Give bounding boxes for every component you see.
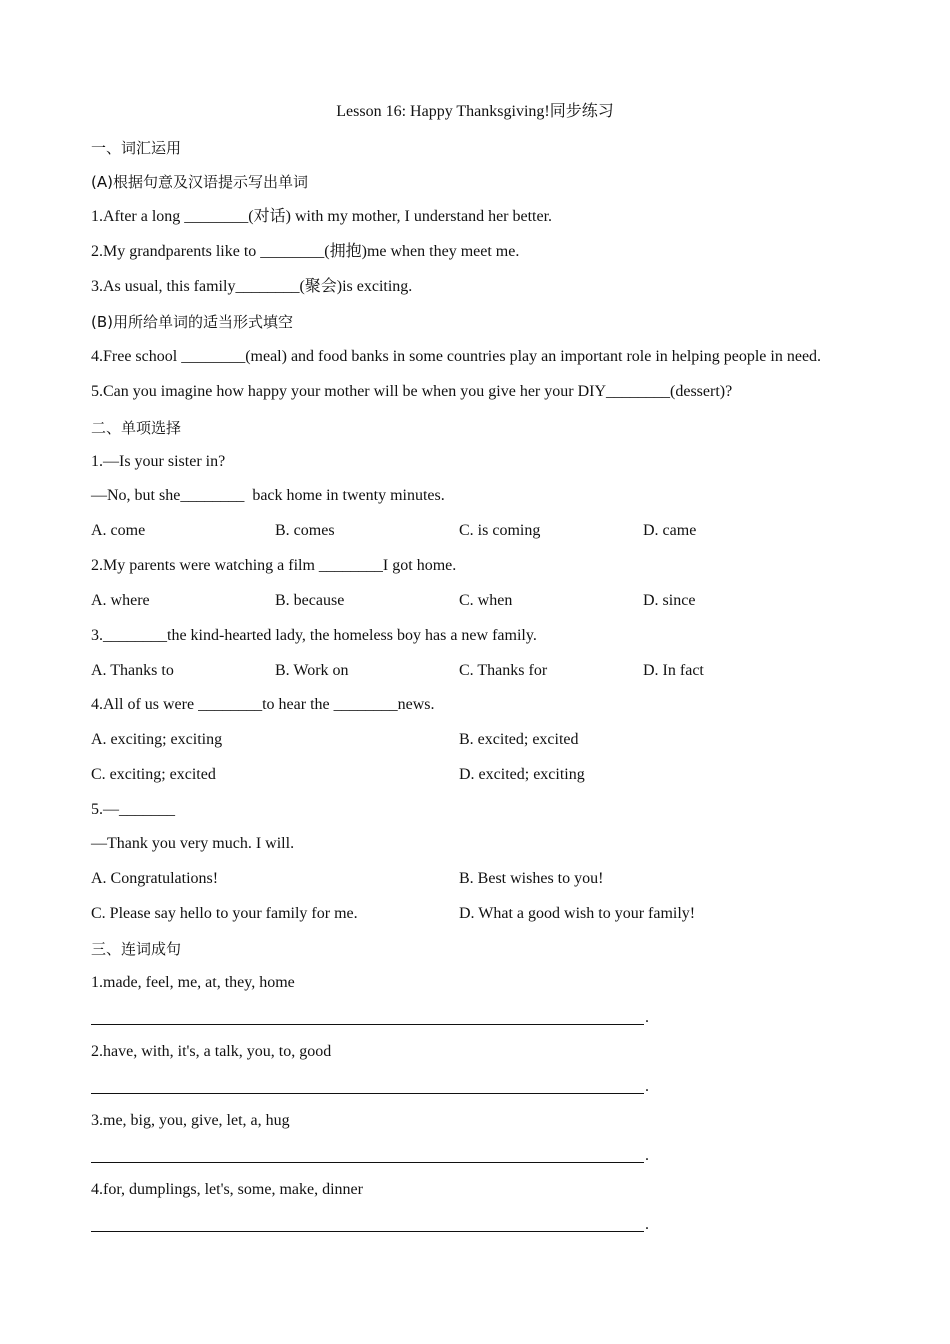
option-a: A. Congratulations! <box>91 870 219 887</box>
option-c: C. Thanks for <box>459 662 548 679</box>
page-title: Lesson 16: Happy Thanksgiving!同步练习 <box>336 103 614 120</box>
option-c: C. is coming <box>459 522 541 539</box>
option-a: A. exciting; exciting <box>91 731 223 748</box>
option-d: D. came <box>643 522 697 539</box>
option-d: D. excited; exciting <box>459 766 585 783</box>
option-b: B. because <box>275 592 345 609</box>
choice-question-3: 3.________the kind-hearted lady, the homeless boy has a new family. <box>91 627 537 644</box>
option-d: D. In fact <box>643 662 704 679</box>
sentence-question-1: 1.made, feel, me, at, they, home <box>91 974 295 991</box>
option-b: B. comes <box>275 522 335 539</box>
vocab-question-1: 1.After a long ________(对话) with my mother, I understand her better. <box>91 208 553 225</box>
answer-period: . <box>645 1009 649 1026</box>
answer-period: . <box>645 1147 649 1164</box>
option-a: A. come <box>91 522 146 539</box>
option-c: C. when <box>459 592 513 609</box>
section-3-heading: 三、连词成句 <box>91 940 182 958</box>
section-2-heading: 二、单项选择 <box>91 419 182 437</box>
vocab-question-4: 4.Free school ________(meal) and food banks in some countries play an important role in helping people in need. <box>91 348 822 365</box>
section-1-part-a: (A)根据句意及汉语提示写出单词 <box>91 173 308 191</box>
vocab-question-3: 3.As usual, this family________(聚会)is exciting. <box>91 278 413 295</box>
vocab-question-2: 2.My grandparents like to ________(拥抱)me when they meet me. <box>91 243 520 260</box>
sentence-question-3: 3.me, big, you, give, let, a, hug <box>91 1112 290 1129</box>
choice-question-5a: 5.—_______ <box>91 801 175 818</box>
sentence-question-4: 4.for, dumplings, let's, some, make, dinner <box>91 1181 363 1198</box>
choice-question-2: 2.My parents were watching a film ________I got home. <box>91 557 457 574</box>
sentence-question-2: 2.have, with, it's, a talk, you, to, good <box>91 1043 332 1060</box>
choice-question-1b: —No, but she________ back home in twenty minutes. <box>91 487 445 504</box>
answer-period: . <box>645 1078 649 1095</box>
section-1-heading: 一、词汇运用 <box>91 139 182 157</box>
answer-line-1[interactable] <box>91 1024 644 1025</box>
answer-line-3[interactable] <box>91 1162 644 1163</box>
choice-question-1a: 1.—Is your sister in? <box>91 453 226 470</box>
option-c: C. exciting; excited <box>91 766 216 783</box>
answer-line-2[interactable] <box>91 1093 644 1094</box>
option-d: D. What a good wish to your family! <box>459 905 696 922</box>
option-b: B. excited; excited <box>459 731 579 748</box>
option-c: C. Please say hello to your family for me. <box>91 905 358 922</box>
answer-line-4[interactable] <box>91 1231 644 1232</box>
choice-question-5b: —Thank you very much. I will. <box>91 835 295 852</box>
vocab-question-5: 5.Can you imagine how happy your mother will be when you give her your DIY________(dessert)? <box>91 383 733 400</box>
choice-question-4: 4.All of us were ________to hear the ________news. <box>91 696 435 713</box>
answer-period: . <box>645 1216 649 1233</box>
option-b: B. Best wishes to you! <box>459 870 604 887</box>
option-d: D. since <box>643 592 696 609</box>
option-a: A. Thanks to <box>91 662 174 679</box>
option-b: B. Work on <box>275 662 349 679</box>
section-1-part-b: (B)用所给单词的适当形式填空 <box>91 313 293 331</box>
option-a: A. where <box>91 592 150 609</box>
